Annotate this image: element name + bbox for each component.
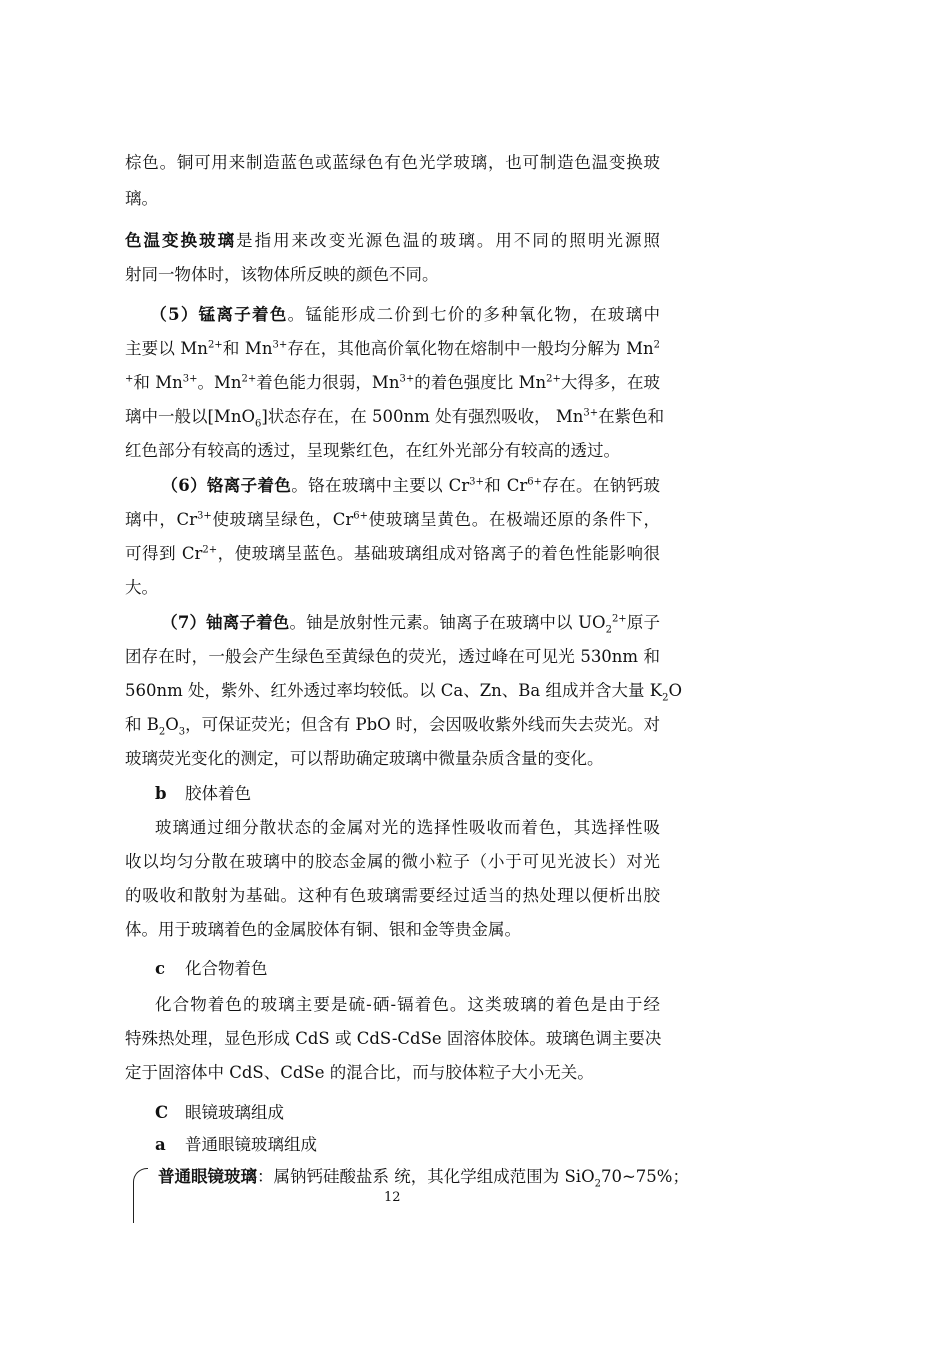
- term-common-lens-glass: 普通眼镜玻璃: [158, 1167, 257, 1186]
- text-line: [125, 714, 660, 736]
- text-line: [125, 372, 660, 394]
- text-segment: ，可保证荧光；但含有 PbO 时，会因吸收紫外线而失去荧光。对: [185, 715, 660, 734]
- brace-decoration: [133, 1168, 148, 1223]
- heading-text: 化合物着色: [185, 959, 268, 978]
- text-line: [125, 612, 660, 634]
- text-segment: 70~75%；: [600, 1167, 689, 1186]
- text-segment: 着色能力很弱，Mn: [256, 373, 400, 392]
- text-segment: 和 Mn: [222, 339, 273, 358]
- text-line: [125, 230, 660, 252]
- heading-lens-glass-composition: [155, 1102, 284, 1124]
- text-segment: 原子: [626, 613, 661, 632]
- text-line: 射同一物体时，该物体所反映的颜色不同。: [125, 265, 439, 284]
- text-line: 团存在时，一般会产生绿色至黄绿色的荧光，透过峰在可见光 530nm 和: [125, 647, 660, 666]
- text-line: 大。: [125, 578, 158, 597]
- text-line: [125, 304, 660, 326]
- superscript: 2+: [202, 544, 218, 556]
- subscript: 2: [662, 692, 669, 704]
- text-segment: 使玻璃呈绿色，Cr: [211, 510, 354, 529]
- superscript: 2+: [241, 373, 257, 385]
- text-segment: 可得到 Cr: [125, 544, 203, 563]
- heading-letter: C: [155, 1103, 169, 1122]
- text-line: 红色部分有较高的透过，呈现紫红色，在红外光部分有较高的透过。: [125, 441, 620, 460]
- text-segment: 。Mn: [197, 373, 242, 392]
- text-segment: 在紫色和: [598, 407, 665, 426]
- heading-common-lens-glass: [155, 1134, 317, 1156]
- text-segment: 和 Mn: [133, 373, 183, 392]
- text-line: 体。用于玻璃着色的金属胶体有铜、银和金等贵金属。: [125, 920, 521, 939]
- text-segment: 和 B: [125, 715, 159, 734]
- subscript: 3: [178, 726, 186, 738]
- superscript: +: [125, 373, 134, 385]
- superscript: 2+: [611, 613, 627, 625]
- text-segment: O: [165, 715, 179, 734]
- text-line: 玻璃通过细分散状态的金属对光的选择性吸收而着色，其选择性吸: [155, 818, 660, 837]
- text-segment: 璃中，Cr: [125, 510, 198, 529]
- heading-text: 眼镜玻璃组成: [185, 1103, 284, 1122]
- superscript: 2+: [207, 339, 223, 351]
- text-line: 定于固溶体中 CdS、CdSe 的混合比，而与胶体粒子大小无关。: [125, 1063, 594, 1082]
- text-line: [125, 509, 660, 531]
- heading-text: 胶体着色: [185, 784, 251, 803]
- superscript: 6+: [527, 476, 542, 488]
- heading-text: 普通眼镜玻璃组成: [185, 1135, 317, 1154]
- term-color-temp-glass: 色温变换玻璃: [125, 231, 237, 250]
- superscript: 3+: [469, 476, 484, 488]
- subscript: 2: [594, 1178, 601, 1190]
- section-uranium: （7）铀离子着色: [161, 613, 290, 632]
- superscript: 6+: [353, 510, 368, 522]
- text-segment: 。铀是放射性元素。铀离子在玻璃中以 UO: [289, 613, 606, 632]
- text-segment: 使玻璃呈黄色。在极端还原的条件下，: [367, 510, 661, 529]
- heading-letter: b: [155, 784, 167, 803]
- heading-colloid-coloring: [155, 783, 251, 805]
- text-line: 的吸收和散射为基础。这种有色玻璃需要经过适当的热处理以便析出胶: [125, 886, 660, 905]
- superscript: 3+: [182, 373, 198, 385]
- text-line: 璃。: [125, 189, 158, 208]
- text-segment: 和 Cr: [483, 476, 528, 495]
- superscript: 2: [653, 339, 660, 351]
- superscript: 3+: [272, 339, 288, 351]
- text-segment: 的着色强度比 Mn: [414, 373, 547, 392]
- text-line: [125, 680, 682, 704]
- text-segment: 560nm 处，紫外、红外透过率均较低。以 Ca、Zn、Ba 组成并含大量 K: [125, 681, 663, 700]
- text-segment: ：属钠钙硅酸盐系 统，其化学组成范围为 SiO: [257, 1167, 595, 1186]
- superscript: 3+: [583, 407, 599, 419]
- heading-letter: a: [155, 1135, 166, 1154]
- superscript: 3+: [197, 510, 212, 522]
- text-line: [158, 1166, 689, 1190]
- text-segment: 存在。在钠钙玻: [541, 476, 660, 495]
- text-segment: ，使玻璃呈蓝色。基础玻璃组成对铬离子的着色性能影响很: [217, 544, 660, 563]
- subscript: 2: [158, 726, 166, 738]
- text-line: [125, 406, 665, 430]
- page-number: 12: [384, 1190, 401, 1205]
- subscript: 2: [605, 624, 612, 636]
- section-manganese: （5）锰离子着色: [149, 305, 288, 324]
- text-segment: 大得多，在玻: [560, 373, 660, 392]
- superscript: 2+: [546, 373, 561, 385]
- subscript: 6: [255, 418, 262, 430]
- text-line: [125, 475, 660, 497]
- text-segment: 存在，其他高价氧化物在熔制中一般均分解为 Mn: [287, 339, 654, 358]
- text-line: 玻璃荧光变化的测定，可以帮助确定玻璃中微量杂质含量的变化。: [125, 749, 604, 768]
- text-segment: 是指用来改变光源色温的玻璃。用不同的照明光源照: [236, 231, 661, 250]
- text-segment: 璃中一般以[MnO: [125, 407, 255, 426]
- superscript: 3+: [399, 373, 415, 385]
- section-chromium: （6）铬离子着色: [161, 476, 292, 495]
- text-segment: O: [668, 681, 682, 700]
- text-segment: 。锰能形成二价到七价的多种氧化物，在玻璃中: [287, 305, 660, 324]
- text-line: 棕色。铜可用来制造蓝色或蓝绿色有色光学玻璃，也可制造色温变换玻: [125, 153, 660, 172]
- heading-letter: c: [155, 959, 166, 978]
- text-segment: 主要以 Mn: [125, 339, 208, 358]
- text-line: [125, 543, 660, 565]
- text-segment: 。铬在玻璃中主要以 Cr: [291, 476, 470, 495]
- heading-compound-coloring: [155, 958, 268, 980]
- text-line: 化合物着色的玻璃主要是硫-硒-镉着色。这类玻璃的着色是由于经: [155, 995, 660, 1014]
- text-line: 收以均匀分散在玻璃中的胶态金属的微小粒子（小于可见光波长）对光: [125, 852, 660, 871]
- text-line: [125, 338, 660, 360]
- text-segment: ]状态存在，在 500nm 处有强烈吸收， Mn: [261, 407, 584, 426]
- text-line: 特殊热处理，显色形成 CdS 或 CdS-CdSe 固溶体胶体。玻璃色调主要决: [125, 1029, 662, 1048]
